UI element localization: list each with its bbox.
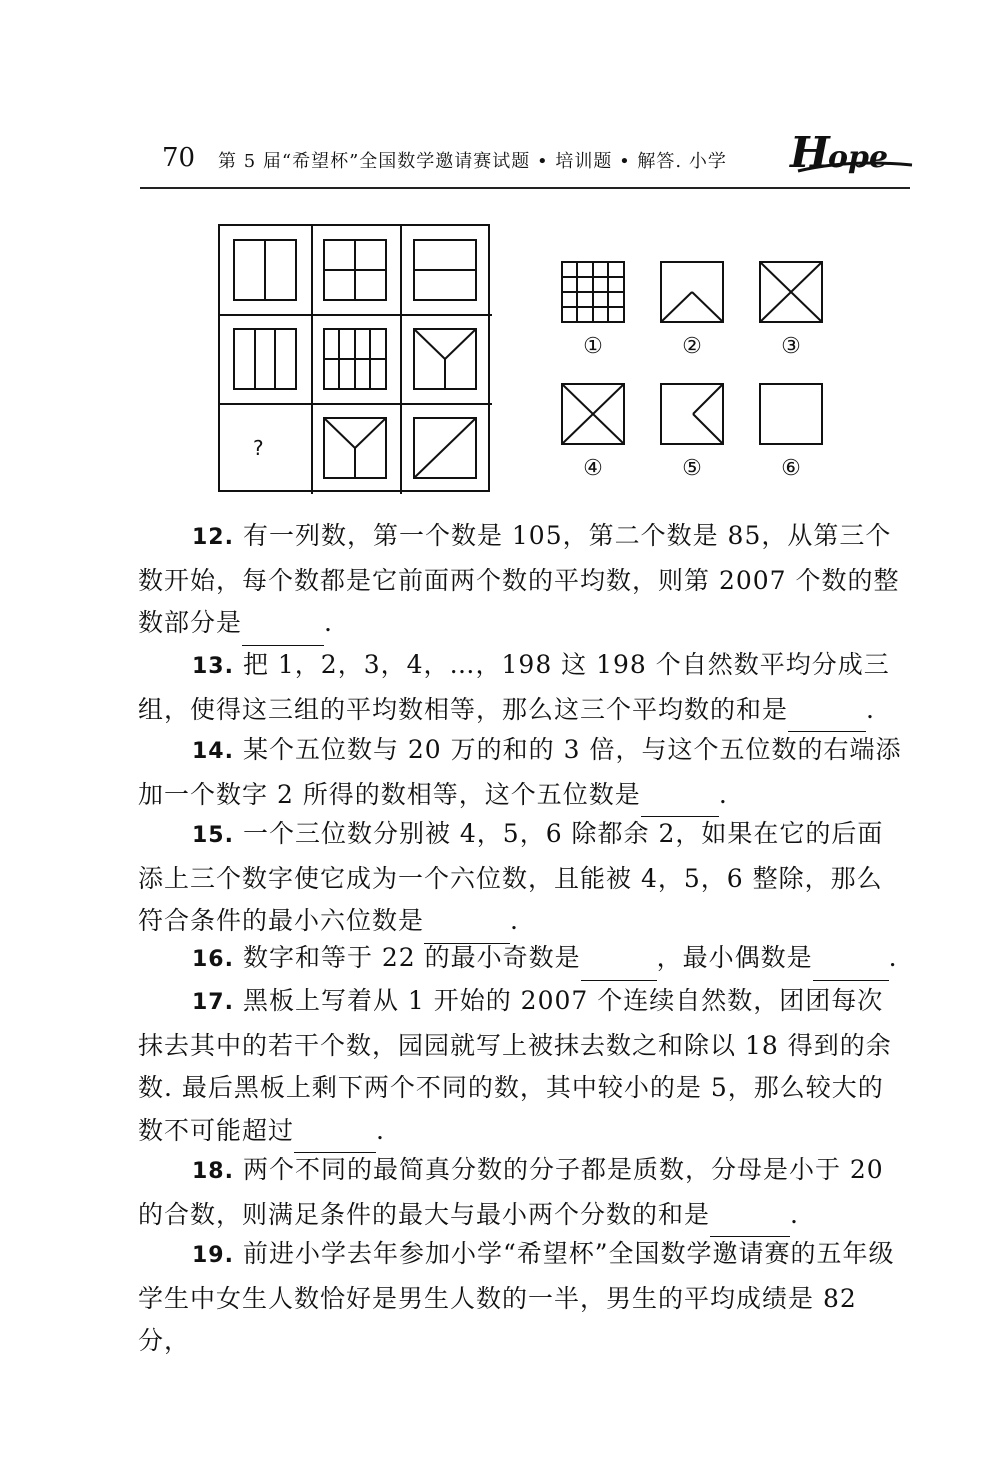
problem-number: 18. <box>192 1159 234 1184</box>
option-label-1: ① <box>583 334 603 359</box>
option-label-6: ⑥ <box>781 456 801 481</box>
problem-number: 16. <box>192 947 234 972</box>
problem-18: 18. 两个不同的最简真分数的分子都是质数，分母是小于 20 的合数，则满足条件的最大与最小两个分数的和是 . <box>138 1149 908 1237</box>
problem-number: 19. <box>192 1243 234 1268</box>
problem-12: 12. 有一列数，第一个数是 105，第二个数是 85，从第三个数开始，每个数都是它前面两个数的平均数，则第 2007 个数的整数部分是 . <box>138 515 908 646</box>
problem-15: 15. 一个三位数分别被 4，5，6 除都余 2，如果在它的后面添上三个数字使它成为一个六位数，且能被 4，5，6 整除，那么符合条件的最小六位数是 . <box>138 813 908 944</box>
problem-number: 14. <box>192 739 234 764</box>
answer-options <box>555 258 835 488</box>
problem-text: 有一列数，第一个数是 105，第二个数是 85，从第三个数开始，每个数都是它前面两个数的平均数，则第 2007 个数的整数部分是 <box>138 521 900 637</box>
problem-text: 某个五位数与 20 万的和的 3 倍，与这个五位数的右端添加一个数字 2 所得的数相等，这个五位数是 <box>138 735 902 809</box>
hope-logo <box>788 129 914 175</box>
page-header <box>140 129 910 189</box>
problem-number: 13. <box>192 654 234 679</box>
problem-number: 15. <box>192 823 234 848</box>
svg-text:ope: ope <box>828 140 889 175</box>
answer-blank <box>788 689 866 733</box>
option-label-5: ⑤ <box>682 456 702 481</box>
running-title: 第 5 届“希望杯”全国数学邀请赛试题 • 培训题 • 解答. 小学 <box>218 151 727 172</box>
problem-number: 12. <box>192 525 234 550</box>
problem-text: 数字和等于 22 的最小奇数是 <box>242 943 581 972</box>
problem-text: 前进小学去年参加小学“希望杯”全国数学邀请赛的五年级学生中女生人数恰好是男生人数的一半，男生的平均成绩是 82 分， <box>138 1239 895 1355</box>
option-label-3: ③ <box>781 334 801 359</box>
svg-text:H: H <box>790 129 830 175</box>
pattern-grid <box>218 224 490 492</box>
problem-13: 13. 把 1，2，3，4，…，198 这 198 个自然数平均分成三组，使得这三组的平均数相等，那么这三个平均数的和是 . <box>138 644 908 732</box>
page-number: 70 <box>162 143 196 173</box>
problem-text: 一个三位数分别被 4，5，6 除都余 2，如果在它的后面添上三个数字使它成为一个六位数，且能被 4，5，6 整除，那么符合条件的最小六位数是 <box>138 819 884 935</box>
option-label-4: ④ <box>583 456 603 481</box>
missing-cell-mark: ? <box>253 436 264 460</box>
problem-text: 黑板上写着从 1 开始的 2007 个连续自然数，团团每次抹去其中的若干个数，园园就写上被抹去数之和除以 18 得到的余数. 最后黑板上剩下两个不同的数，其中较小的是 5，那么较大的数不可能超过 <box>138 986 892 1145</box>
problem-number: 17. <box>192 990 234 1015</box>
answer-blank <box>242 602 324 646</box>
problem-14: 14. 某个五位数与 20 万的和的 3 倍，与这个五位数的右端添加一个数字 2 所得的数相等，这个五位数是 . <box>138 729 908 817</box>
problem-16: 16. 数字和等于 22 的最小奇数是 ，最小偶数是 . <box>138 937 908 982</box>
problem-19 <box>138 1233 908 1363</box>
answer-options-drawing <box>555 258 835 488</box>
answer-blank-2 <box>813 937 889 981</box>
answer-blank <box>294 1110 376 1154</box>
answer-blank <box>641 774 719 818</box>
answer-blank <box>710 1194 790 1238</box>
answer-blank-1 <box>581 937 657 981</box>
problem-text: 两个不同的最简真分数的分子都是质数，分母是小于 20 的合数，则满足条件的最大与最小两个分数的和是 <box>138 1155 884 1229</box>
problem-text: 把 1，2，3，4，…，198 这 198 个自然数平均分成三组，使得这三组的平均数相等，那么这三个平均数的和是 <box>138 650 890 724</box>
option-label-2: ② <box>682 334 702 359</box>
problem-17: 17. 黑板上写着从 1 开始的 2007 个连续自然数，团团每次抹去其中的若干个数，园园就写上被抹去数之和除以 18 得到的余数. 最后黑板上剩下两个不同的数，其中较小的是 5，那么较大的数不可能超过 . <box>138 980 908 1153</box>
